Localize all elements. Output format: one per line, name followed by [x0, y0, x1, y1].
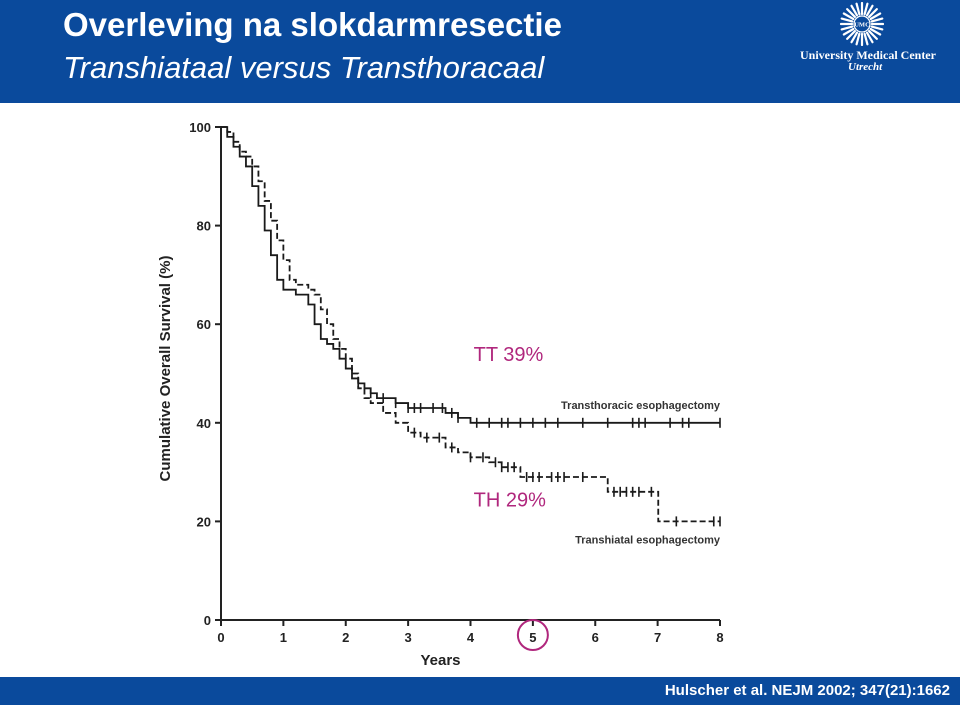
logo-ray: [857, 34, 860, 45]
x-tick-label: 3: [404, 630, 412, 645]
page-subtitle: Transhiataal versus Transthoracaal: [63, 50, 545, 85]
x-tick-label: 8: [716, 630, 724, 645]
logo-ray: [872, 27, 883, 30]
x-tick-label: 6: [591, 630, 599, 645]
series-label-transthoracic: Transthoracic esophagectomy: [561, 399, 720, 412]
th-survival-label: TH 29%: [473, 489, 546, 512]
x-tick-label: 2: [342, 630, 350, 645]
logo-ray: [865, 4, 868, 15]
logo-ray: [865, 34, 868, 45]
x-tick-label: 7: [654, 630, 662, 645]
chart-labels: [474, 344, 548, 650]
y-tick-label: 20: [196, 514, 211, 530]
tt-survival-label: TT 39%: [473, 344, 544, 367]
logo-name: University Medical Center: [800, 48, 936, 62]
logo-mark-text: UMC: [854, 21, 870, 29]
x-tick-label: 1: [279, 630, 287, 645]
y-tick-label: 40: [196, 415, 211, 431]
series-line-transthoracic: [221, 127, 720, 423]
umc-logo: [800, 2, 936, 74]
y-tick-label: 60: [196, 317, 211, 333]
chart-ticks: [157, 120, 724, 669]
logo-ray: [857, 4, 860, 15]
x-tick-label: 0: [217, 630, 225, 645]
sunburst-logo-icon: [840, 2, 884, 46]
logo-city: Utrecht: [848, 61, 883, 73]
survival-chart: [150, 112, 750, 672]
x-tick-label: 4: [466, 630, 475, 645]
series-label-transhiatal: Transhiatal esophagectomy: [575, 534, 720, 547]
chart-series: [221, 127, 721, 546]
footer-bar: [0, 677, 960, 705]
title-bar: [0, 0, 960, 103]
y-tick-label: 80: [196, 218, 211, 234]
y-axis-title: Cumulative Overall Survival (%): [157, 255, 174, 482]
y-tick-label: 0: [203, 613, 211, 628]
logo-ray: [842, 19, 853, 22]
logo-ray: [872, 19, 883, 22]
citation: Hulscher et al. NEJM 2002; 347(21):1662: [664, 682, 950, 699]
x-axis-title: Years: [420, 652, 461, 669]
survival-chart-svg: [150, 112, 750, 672]
page-title: Overleving na slokdarmresectie: [63, 6, 562, 43]
x-tick-label: 5: [529, 630, 537, 645]
y-tick-label: 100: [189, 120, 211, 135]
logo-ray: [842, 27, 853, 30]
